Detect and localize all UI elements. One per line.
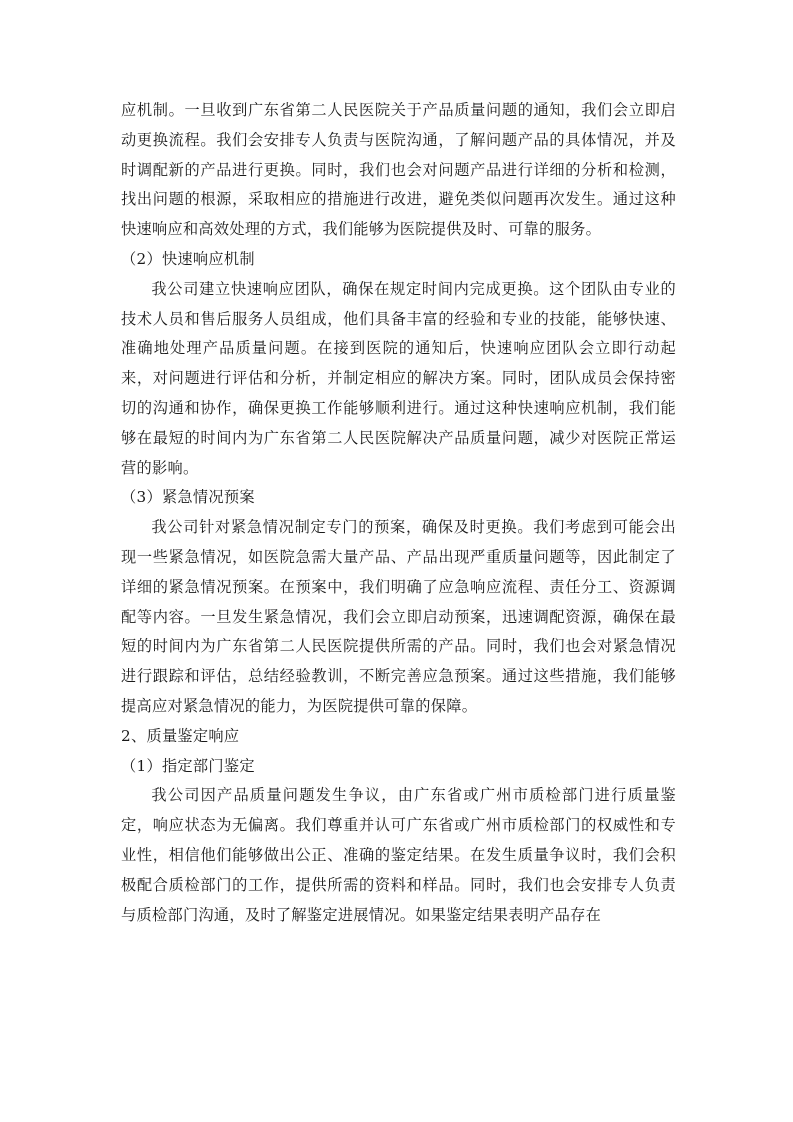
heading-quality-appraisal: 2、质量鉴定响应 bbox=[121, 726, 240, 745]
heading-quick-response: （2）快速响应机制 bbox=[121, 249, 255, 268]
document-body bbox=[121, 96, 676, 930]
paragraph-response-mechanism: 应机制。一旦收到广东省第二人民医院关于产品质量问题的通知，我们会立即启动更换流程。我们会安排专人负责与医院沟通，了解问题产品的具体情况，并及时调配新的产品进行更换。同时，我们也会对问题产品进行详细的分析和检测，找出问题的根源，采取相应的措施进行改进，避免类似问题再次发生。通过这种快速响应和高效处理的方式，我们能够为医院提供及时、可靠的服务。 bbox=[121, 101, 676, 239]
heading-designated-department: （1）指定部门鉴定 bbox=[121, 756, 255, 775]
paragraph-designated-department: 我公司因产品质量问题发生争议，由广东省或广州市质检部门进行质量鉴定，响应状态为无偏离。我们尊重并认可广东省或广州市质检部门的权威性和专业性，相信他们能够做出公正、准确的鉴定结果。在发生质量争议时，我们会积极配合质检部门的工作，提供所需的资料和样品。同时，我们也会安排专人负责与质检部门沟通，及时了解鉴定进展情况。如果鉴定结果表明产品存在 bbox=[121, 786, 676, 924]
paragraph-emergency-plan: 我公司针对紧急情况制定专门的预案，确保及时更换。我们考虑到可能会出现一些紧急情况，如医院急需大量产品、产品出现严重质量问题等，因此制定了详细的紧急情况预案。在预案中，我们明确了应急响应流程、责任分工、资源调配等内容。一旦发生紧急情况，我们会立即启动预案，迅速调配资源，确保在最短的时间内为广东省第二人民医院提供所需的产品。同时，我们也会对紧急情况进行跟踪和评估，总结经验教训，不断完善应急预案。通过这些措施，我们能够提高应对紧急情况的能力，为医院提供可靠的保障。 bbox=[121, 518, 676, 715]
heading-emergency-plan: （3）紧急情况预案 bbox=[121, 488, 255, 507]
paragraph-quick-response: 我公司建立快速响应团队，确保在规定时间内完成更换。这个团队由专业的技术人员和售后服务人员组成，他们具备丰富的经验和专业的技能，能够快速、准确地处理产品质量问题。在接到医院的通知后，快速响应团队会立即行动起来，对问题进行评估和分析，并制定相应的解决方案。同时，团队成员会保持密切的沟通和协作，确保更换工作能够顺利进行。通过这种快速响应机制，我们能够在最短的时间内为广东省第二人民医院解决产品质量问题，减少对医院正常运营的影响。 bbox=[121, 279, 676, 477]
